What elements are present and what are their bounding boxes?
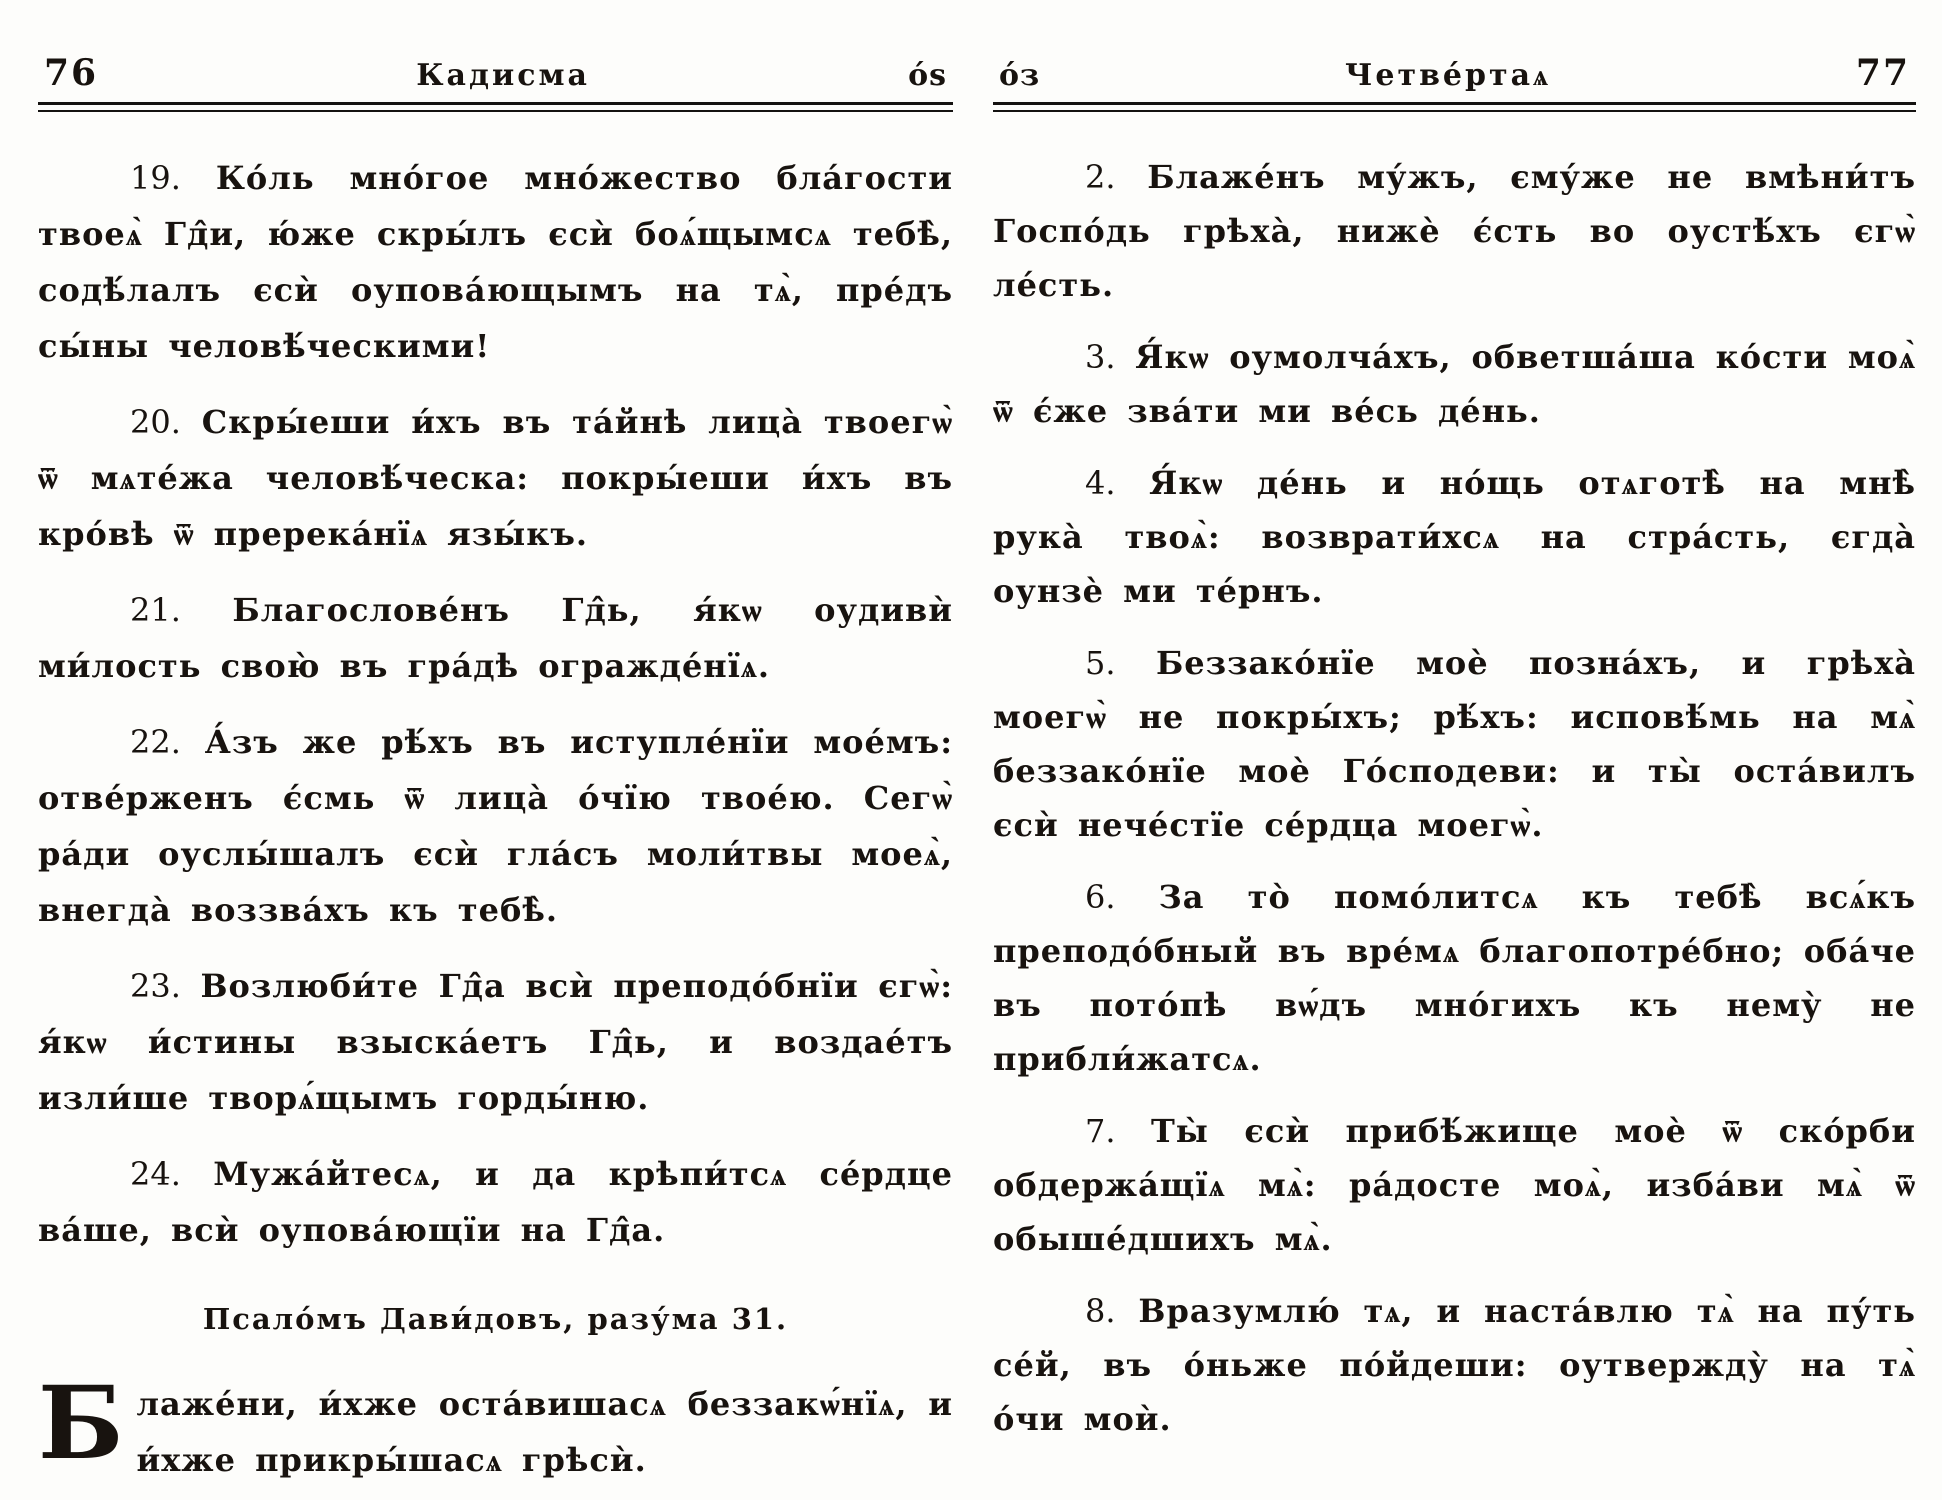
- verse: 4. Я́кѡ де́нь и но́щь отѧготѣ̀ на мнѣ̀ рука̀ твоѧ̀: возврати́хсѧ на стра́сть, єгда̀ оунзѐ ми те́рнъ.: [993, 464, 1916, 610]
- verse: 3. Я́кѡ оумолча́хъ, обветша́ша ко́сти моѧ̀ ѿ є́же зва́ти ми ве́сь де́нь.: [993, 338, 1916, 430]
- verse: 7. Ты̀ єсѝ прибѣ́жище моѐ ѿ ско́рби обдержа́щїѧ мѧ̀: ра́досте моѧ̀, изба́ви мѧ̀ ѿ обыше́дшихъ мѧ̀.: [993, 1112, 1916, 1258]
- verse: 6. За то̀ помо́литсѧ къ тебѣ̀ всѧ́къ преподо́бный въ вре́мѧ благопотре́бно; оба́че въ пото́пѣ вѡ́дъ мно́гихъ къ нему̀ не прибли́жатсѧ.: [993, 878, 1916, 1078]
- verse-number: 21.: [130, 591, 181, 629]
- verse-number: 24.: [130, 1155, 181, 1193]
- page-right-body: [993, 112, 1916, 1446]
- verse-number: 6.: [1085, 878, 1116, 916]
- folio-numeral-left: о́ѕ: [908, 58, 947, 93]
- verse-number: 8.: [1085, 1292, 1116, 1330]
- running-title-left: Кадисма: [416, 58, 590, 93]
- page-number-left: 76: [44, 52, 99, 94]
- page-number-right: 77: [1855, 52, 1910, 94]
- verse: 23. Возлюби́те Гд̂а всѝ преподо́бнїи єгѡ̀: я́кѡ и́стины взыска́етъ Гд̂ь, и воздае́тъ изли́ше творѧ́щымъ горды́ню.: [38, 967, 953, 1117]
- verse-number: 3.: [1085, 338, 1116, 376]
- psalm-subheading: Псало́мъ Дави́довъ, разу́ма 31.: [202, 1302, 789, 1336]
- folio-numeral-right: о́з: [999, 58, 1041, 93]
- verse-number: 22.: [130, 723, 181, 761]
- running-title-right: Четве́ртаѧ: [1345, 58, 1552, 93]
- psalm-opening-paragraph: [38, 1364, 953, 1488]
- verse: 20. Скры́еши и́хъ въ та́йнѣ лица̀ твоегѡ̀ ѿ мѧте́жа человѣ́ческа: покры́еши и́хъ въ кро́вѣ ѿ пререка́нїѧ язы́къ.: [38, 403, 953, 553]
- verse: 21. Благослове́нъ Гд̂ь, я́кѡ оудивѝ ми́лость свою̀ въ гра́дѣ огражде́нїѧ.: [38, 591, 953, 685]
- header-rule-left: [38, 102, 953, 112]
- verse-number: 5.: [1085, 644, 1116, 682]
- verse: 22. А́зъ же рѣ́хъ въ иступле́нїи мое́мъ: отве́рженъ є́смь ѿ лица̀ о́чїю твое́ю. Сегѡ̀ ра́ди оуслы́шалъ єсѝ гла́съ моли́твы моеѧ̀, внегда̀ воззва́хъ къ тебѣ̀.: [38, 723, 953, 929]
- verse-number: 19.: [130, 159, 181, 197]
- page-left-body: [38, 112, 953, 1258]
- drop-cap-letter: Б: [38, 1364, 125, 1482]
- page-right: [971, 0, 1942, 1500]
- header-rule-right: [993, 102, 1916, 112]
- verse: 8. Вразумлю́ тѧ, и наста́влю тѧ̀ на пу́ть се́й, въ о́ньже по́йдеши: оутвержду̀ на тѧ̀ о́чи моѝ.: [993, 1292, 1916, 1438]
- verse: 5. Беззако́нїе моѐ позна́хъ, и грѣха̀ моегѡ̀ не покры́хъ; рѣ́хъ: исповѣ́мь на мѧ̀ беззако́нїе моѐ Го́сподеви: и ты̀ оста́вилъ єсѝ нече́стїе се́рдца моегѡ̀.: [993, 644, 1916, 844]
- verse: 2. Блаже́нъ му́жъ, єму́же не вмѣни́тъ Госпо́дь грѣха̀, нижѐ є́сть во оустѣ́хъ єгѡ̀ ле́сть.: [993, 158, 1916, 304]
- page-right-running-head: [993, 52, 1916, 94]
- psalm-opening-text: лаже́ни, и́хже оста́вишасѧ беззакѡ́нїѧ, и и́хже прикры́шасѧ грѣсѝ.: [136, 1385, 953, 1479]
- verse-number: 23.: [130, 967, 181, 1005]
- verse-number: 7.: [1085, 1112, 1116, 1150]
- verse-number: 4.: [1085, 464, 1116, 502]
- verse: 24. Мужа́йтесѧ, и да крѣпи́тсѧ се́рдце ва́ше, всѝ оупова́ющїи на Гд̂а.: [38, 1155, 953, 1249]
- verse: 19. Ко́ль мно́гое мно́жество бла́гости твоеѧ̀ Гд̂и, ю́же скры́лъ єсѝ боѧ́щымсѧ тебѣ̀, содѣ́лалъ єсѝ оупова́ющымъ на тѧ̀, пре́дъ сы́ны человѣ́ческими!: [38, 159, 953, 365]
- verse-number: 20.: [130, 403, 181, 441]
- page-left-running-head: [38, 52, 953, 94]
- verse-number: 2.: [1085, 158, 1116, 196]
